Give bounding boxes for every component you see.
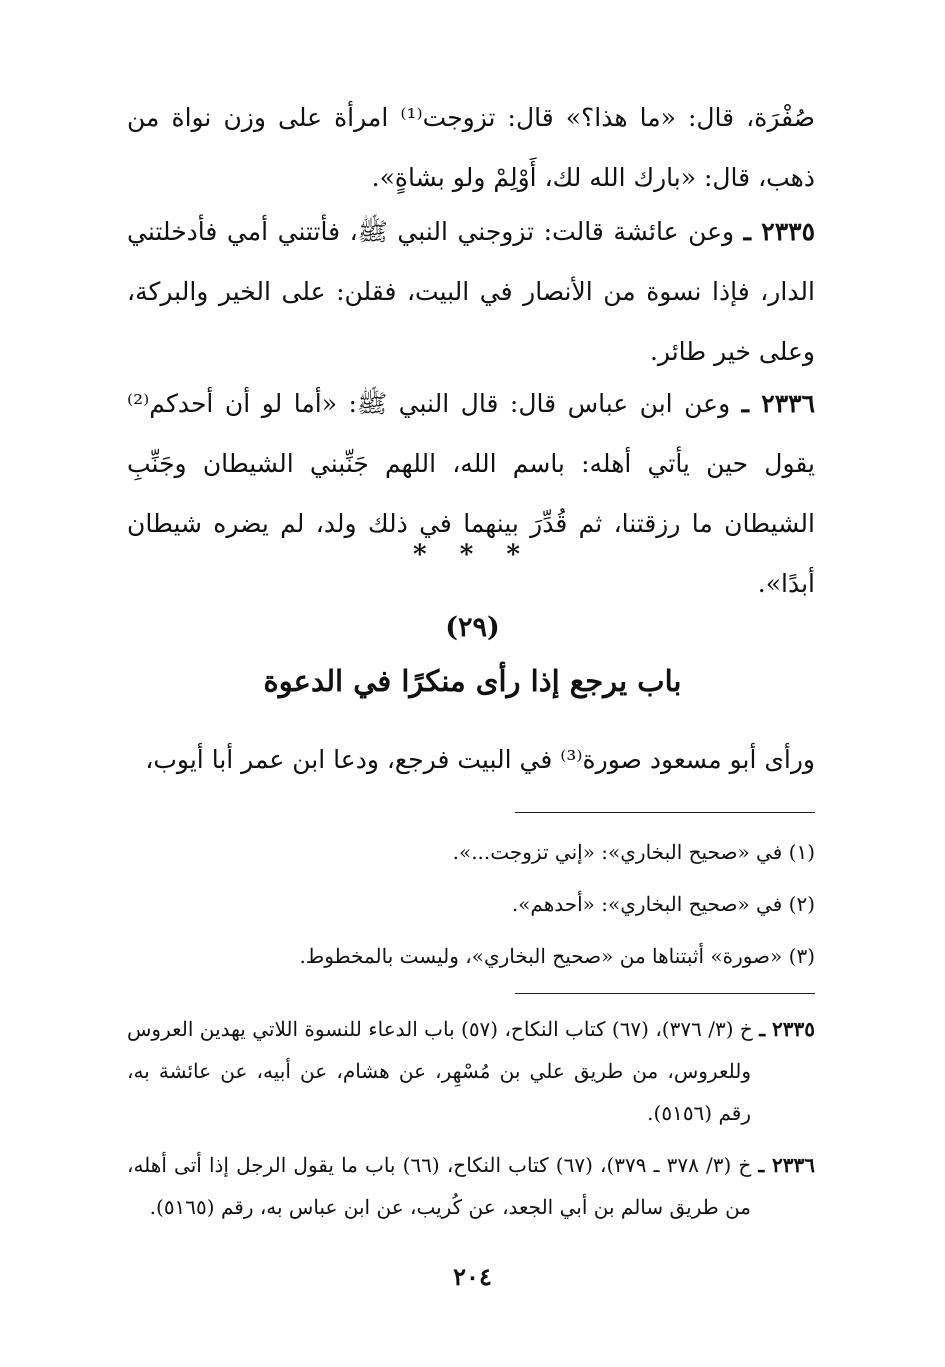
chapter-intro	[127, 730, 815, 790]
footnote-divider	[515, 812, 815, 813]
footnote: (٢) في «صحيح البخاري»: «أحدهم».	[511, 892, 815, 916]
chapter-number: (٢٩)	[445, 612, 500, 643]
hadith-number: ٢٣٣٦ ـ	[741, 389, 815, 418]
sources-divider	[515, 993, 815, 994]
footnote: (١) في «صحيح البخاري»: «إني تزوجت...».	[452, 840, 815, 864]
hadith-number: ٢٣٣٥ ـ	[743, 217, 815, 246]
page-number: ٢٠٤	[453, 1262, 492, 1291]
hadith-2336	[127, 374, 815, 614]
source-references	[127, 1008, 815, 1238]
source-number: ٢٣٣٦ ـ	[758, 1153, 815, 1177]
source-text: خ (٣/ ٣٧٦)، (٦٧) كتاب النكاح، (٥٧) باب الدعاء للنسوة اللاتي يهدين العروس وللعروس، من طريق علي بن مُسْهِر، عن هشام، عن أبيه، عن عائشة به، رقم (٥١٥٦).	[127, 1017, 753, 1125]
source-text: خ (٣/ ٣٧٨ ـ ٣٧٩)، (٦٧) كتاب النكاح، (٦٦) باب ما يقول الرجل إذا أتى أهله، من طريق سالم بن أبي الجعد، عن كُريب، عن ابن عباس به، رقم (٥١٦٥).	[127, 1153, 752, 1219]
continuation-paragraph	[127, 88, 815, 208]
source-number: ٢٣٣٥ ـ	[759, 1017, 815, 1041]
hadith-text: وعن عائشة قالت: تزوجني النبي ﷺ، فأتتني أمي فأدخلتني الدار، فإذا نسوة من الأنصار في البيت، فقلن: على الخير والبركة، وعلى خير طائر.	[127, 217, 815, 366]
section-separator: * * *	[413, 540, 532, 570]
continuation-text: صُفْرَة، قال: «ما هذا؟» قال: تزوجت⁽¹⁾ امرأة على وزن نواة من ذهب، قال: «بارك الله لك، أَوْلِمْ ولو بشاةٍ».	[127, 103, 815, 192]
footnote: (٣) «صورة» أثبتناها من «صحيح البخاري»، وليست بالمخطوط.	[299, 944, 815, 968]
chapter-intro-text: ورأى أبو مسعود صورة⁽³⁾ في البيت فرجع، ودعا ابن عمر أبا أيوب،	[145, 745, 815, 774]
chapter-title: باب يرجع إذا رأى منكرًا في الدعوة	[263, 664, 682, 698]
footnotes	[127, 826, 815, 982]
source-reference	[127, 1008, 815, 1134]
hadith-2335	[127, 202, 815, 382]
hadith-text: وعن ابن عباس قال: قال النبي ﷺ: «أما لو أن أحدكم⁽²⁾ يقول حين يأتي أهله: باسم الله، اللهم جَنِّبني الشيطان وجَنِّبِ الشيطان ما رزقتنا، ثم قُدِّرَ بينهما في ذلك ولد، لم يضره شيطان أبدًا».	[127, 389, 815, 598]
source-reference	[127, 1144, 815, 1228]
